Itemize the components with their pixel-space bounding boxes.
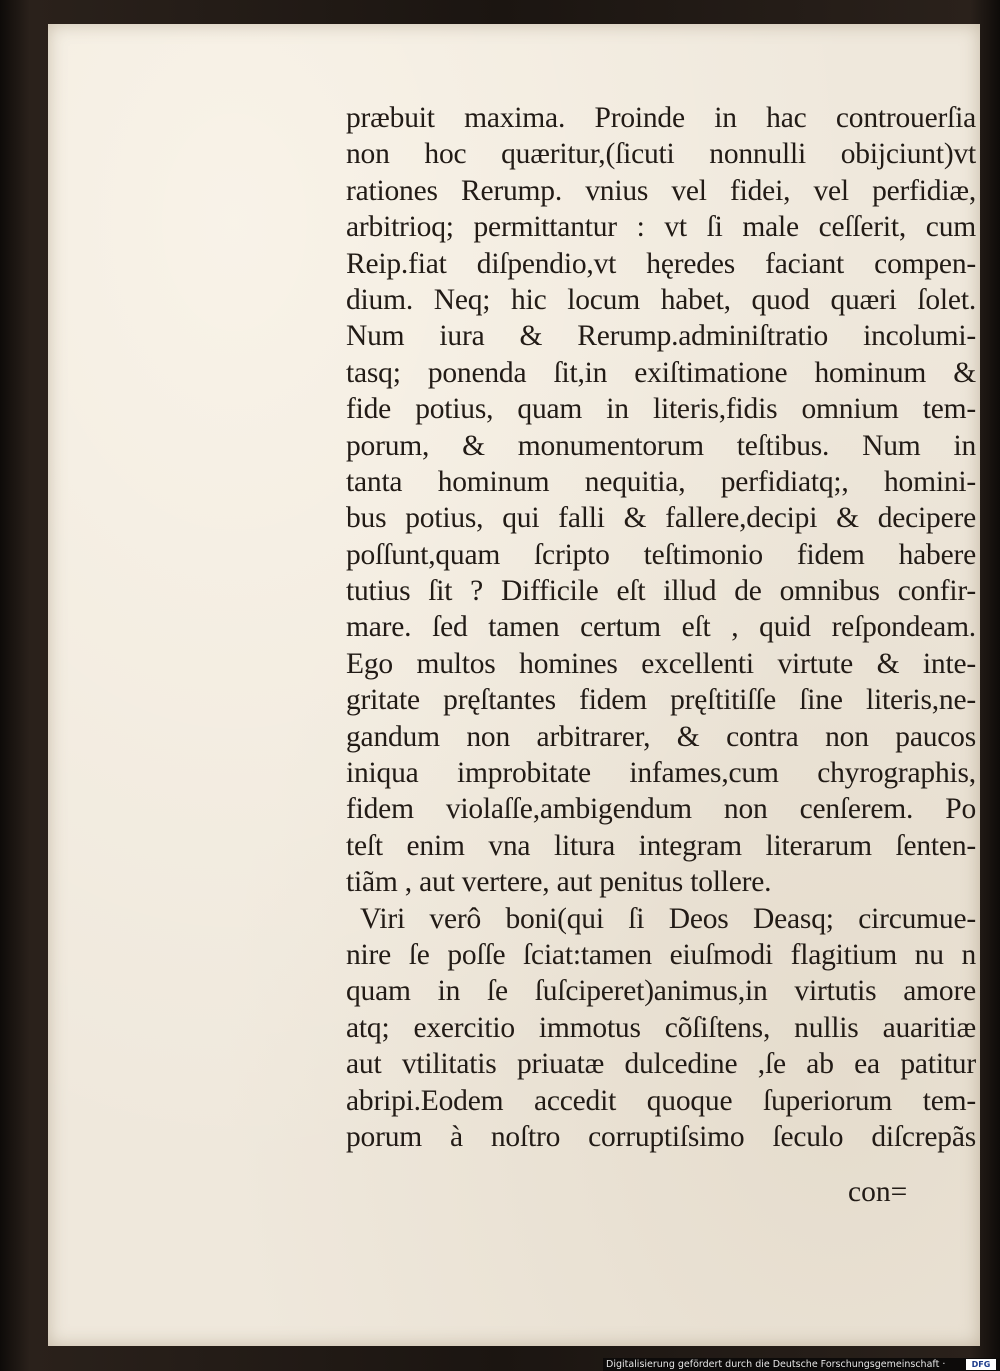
text-line-9: fide potius, quam in literis,fidis omnium tem- (346, 393, 976, 426)
text-line-5: Reip.fiat diſpendio,vt hęredes faciant compen- (346, 247, 976, 280)
text-line-25: quam in ſe ſuſciperet)animus,in virtutis amore (346, 975, 976, 1008)
text-line-4: arbitrioq; permittantur : vt ſi male ceſſerit, cum (346, 211, 976, 244)
text-line-26: atq; exercitio immotus cõſiſtens, nullis auaritiæ (346, 1011, 976, 1044)
text-line-3: rationes Rerump. vnius vel fidei, vel perfidiæ, (346, 174, 976, 207)
text-line-6: dium. Neq; hic locum habet, quod quæri ſolet. (346, 283, 976, 316)
text-line-23: Viri verô boni(qui ſi Deos Deasq; circumue- (360, 902, 976, 935)
text-line-24: nire ſe poſſe ſciat:tamen eiuſmodi flagitium nu n (346, 938, 976, 971)
text-line-14: tutius ſit ? Difficile eſt illud de omnibus confir- (346, 575, 976, 608)
text-line-16: Ego multos homines excellenti virtute & inte- (346, 647, 976, 680)
text-line-18: gandum non arbitrarer, & contra non paucos (346, 720, 976, 753)
text-line-10: porum, & monumentorum teſtibus. Num in (346, 429, 976, 462)
page-text (346, 100, 976, 1155)
text-line-12: bus potius, qui falli & fallere,decipi & decipere (346, 502, 976, 535)
text-line-21: teſt enim vna litura integram literarum ſenten- (346, 829, 976, 862)
text-line-1: præbuit maxima. Proinde in hac controuerſia (346, 102, 976, 134)
text-line-2: non hoc quæritur,(ſicuti nonnulli obijciunt)vt (346, 138, 976, 171)
text-line-7: Num iura & Rerump.adminiſtratio incolumi- (346, 320, 976, 353)
text-line-13: poſſunt,quam ſcripto teſtimonio fidem habere (346, 538, 976, 571)
text-line-29: porum à noſtro corruptiſsimo ſeculo diſcrepãs (346, 1120, 976, 1153)
text-line-19: iniqua improbitate infames,cum chyrographis, (346, 757, 976, 790)
text-line-17: gritate pręſtantes fidem pręſtitiſſe ſine literis,ne- (346, 684, 976, 717)
book-page (48, 24, 980, 1346)
text-line-28: abripi.Eodem accedit quoque ſuperiorum tem- (346, 1084, 976, 1117)
text-line-27: aut vtilitatis priuatæ dulcedine ,ſe ab ea patitur (346, 1048, 976, 1081)
catchword: con= (848, 1176, 908, 1208)
text-line-11: tanta hominum nequitia, perfidiatq;, homini- (346, 465, 976, 498)
funding-credit: Digitalisierung gefördert durch die Deutsche Forschungsgemeinschaft · (606, 1359, 946, 1370)
text-line-15: mare. ſed tamen certum eſt , quid reſpondeam. (346, 611, 976, 644)
text-line-8: tasq; ponenda ſit,in exiſtimatione hominum & (346, 356, 976, 389)
text-line-22: tiãm , aut vertere, aut penitus tollere. (346, 866, 772, 899)
text-line-20: fidem violaſſe,ambigendum non cenſerem. Po (346, 793, 976, 826)
dfg-logo-icon: DFG (966, 1359, 996, 1370)
